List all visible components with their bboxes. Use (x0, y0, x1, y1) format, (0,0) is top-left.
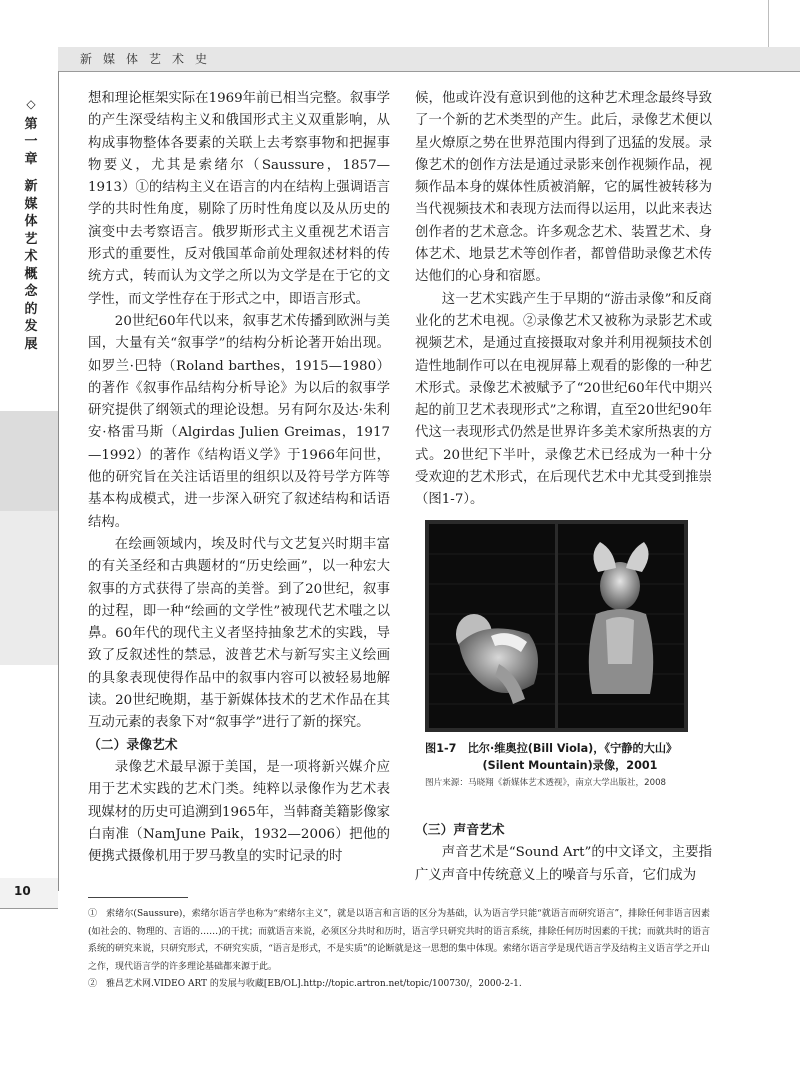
chapter-char: 体 (24, 214, 38, 229)
right-column-lower (415, 820, 712, 887)
footnote-rule (88, 897, 188, 898)
caption-source: 图片来源：马晓翔《新媒体艺术透视》，南京大学出版社，2008 (425, 778, 667, 788)
paragraph: 候，他或许没有意识到他的这种艺术理念最终导致了一个新的艺术类型的产生。此后，录像艺术便以星火燎原之势在世界范围内得到了迅猛的发展。录像艺术的创作方法是通过录影来创作视频作品，视频作品本身的媒体性质被消解，它的属性被转移为当代视频技术和表现方法而得以运用，以此来表达创作者的艺术意念。许多观念艺术、装置艺术、身体艺术、地景艺术等创作者，都曾借助录像艺术传达他们的心身和宿愿。 (415, 91, 712, 285)
footnote: ① 索绪尔(Saussure)，索绪尔语言学也称为“索绪尔主义”，就是以语言和言语的区分为基础，认为语言学只能“就语言而研究语言”，排除任何非语言因素(如社会的、物理的、言语的……)的干扰；而就语言来说，必须区分共时和历时，语言学只研究共时的语言系统，排除任何历时因素的干扰；而就共时的语言系统的研究来说，只研究形式，不研究实质，“语言是形式，不是实质”的论断就是这一思想的集中体现。索绪尔语言学是现代语言学及结构主义语言学之开山之作，现代语言学的许多理论基础都来源于此。 (88, 909, 710, 972)
chapter-char: 发 (24, 319, 38, 334)
figure-right-illustration (558, 524, 684, 728)
video-still-right (558, 524, 684, 728)
chapter-char: 念 (24, 284, 38, 299)
sidebar-shade-block-light (0, 511, 58, 665)
chapter-char: 艺 (24, 231, 38, 247)
video-still-left (429, 524, 555, 728)
caption-line-1: 图1-7 比尔·维奥拉(Bill Viola)，《宁静的大山》 (425, 742, 678, 755)
paragraph: 在绘画领域内，埃及时代与文艺复兴时期丰富的有关圣经和古典题材的“历史绘画”，以一种宏大叙事的方式获得了崇高的美誉。到了20世纪，叙事的过程，即一种“绘画的文学性”被现代艺术嗤之以鼻。60年代的现代主义者坚持抽象艺术的实践，导致了反叙述性的禁忌，波普艺术与新写实主义绘画的具象表现使得作品中的叙事内容可以被轻易地解读。20世纪晚期，基于新媒体技术的艺术作品在其互动元素的表象下对“叙事学”进行了新的探究。 (88, 536, 390, 731)
caption-line-2: (Silent Mountain)录像，2001 (482, 759, 658, 772)
sidebar-rule (58, 71, 59, 891)
paragraph: 20世纪60年代以来，叙事艺术传播到欧洲与美国，大量有关“叙事学”的结构分析论著开始出现。如罗兰·巴特（Roland barthes，1915—1980）的著作《叙事作品结构分析导论》为以后的叙事学研究提供了纲领式的理论设想。另有阿尔及达·朱利安·格雷马斯（Algirdas Julien Greimas，1917—1992）的著作《结构语义学》于1966年问世，他的研究旨在关注话语里的组织以及符号学方阵等基本构成模式，进一步深入研究了叙述结构和话语结构。 (88, 313, 390, 530)
chapter-char: 第 (24, 116, 38, 132)
paragraph: 声音艺术是“Sound Art”的中文译文，主要指广义声音中传统意义上的噪音与乐音，它们成为 (415, 845, 712, 883)
page-number: 10 (14, 884, 31, 898)
paragraph: 录像艺术最早源于美国，是一项将新兴媒介应用于艺术实践的艺术门类。纯粹以录像作为艺术表现媒材的历史可追溯到1965年，当韩裔美籍影像家白南准（NamJune Paik，1932—2006）把他的便携式摄像机用于罗马教皇的实时记录的时 (88, 759, 390, 865)
footnotes (88, 906, 710, 994)
right-column (415, 88, 712, 512)
section-heading: （三）声音艺术 (415, 823, 505, 838)
footnote: ② 雅昌艺术网.VIDEO ART 的发展与收藏[EB/OL].http://topic.artron.net/topic/100730/，2000-2-1. (88, 979, 522, 989)
top-divider (768, 0, 769, 47)
chapter-char: 媒 (24, 196, 38, 212)
running-header (58, 47, 800, 72)
chapter-char: 章 (24, 151, 38, 167)
paragraph: 想和理论框架实际在1969年前已相当完整。叙事学的产生深受结构主义和俄国形式主义双重影响，从构成事物整体各要素的关联上去考察事物和把握事物要义，尤其是索绪尔（Saussure，1857—1913）①的结构主义在语言的内在结构上强调语言学的共时性角度，剔除了历时性角度以及从历史的演变中去考察语言。俄罗斯形式主义重视艺术语言形式的重要性，反对俄国革命前处理叙述材料的传统方式，转而认为文学之所以为文学是在于它的文学性，而文学性存在于形式之中，即语言形式。 (88, 91, 390, 307)
chapter-label (20, 96, 42, 353)
section-heading: （二）录像艺术 (88, 737, 178, 753)
figure-caption (425, 740, 715, 792)
book-title: 新媒体艺术史 (80, 52, 219, 66)
diamond-icon: ◇ (26, 97, 36, 111)
sidebar-shade-block (0, 411, 58, 511)
figure-left-illustration (429, 524, 555, 728)
chapter-char: 概 (24, 266, 38, 282)
page-number-box (0, 878, 58, 909)
figure-photo (425, 520, 688, 732)
chapter-char: 的 (24, 301, 38, 317)
left-column (88, 88, 390, 868)
chapter-char: 一 (24, 134, 38, 149)
chapter-char: 术 (24, 249, 38, 264)
chapter-char: 新 (24, 179, 38, 194)
chapter-char: 展 (24, 336, 38, 352)
paragraph: 这一艺术实践产生于早期的“游击录像”和反商业化的艺术电视。②录像艺术又被称为录影艺术或视频艺术，是通过直接摄取对象并利用视频技术创造性地制作可以在电视屏幕上观看的影像的一种艺术形式。录像艺术被赋予了“20世纪60年代中期兴起的前卫艺术表现形式”之称谓，直至20世纪90年代这一表现形式仍然是世界许多美术家所热衷的方式。20世纪下半叶，录像艺术已经成为一种十分受欢迎的艺术形式，在后现代艺术中尤其受到推崇（图1-7）。 (415, 291, 712, 508)
